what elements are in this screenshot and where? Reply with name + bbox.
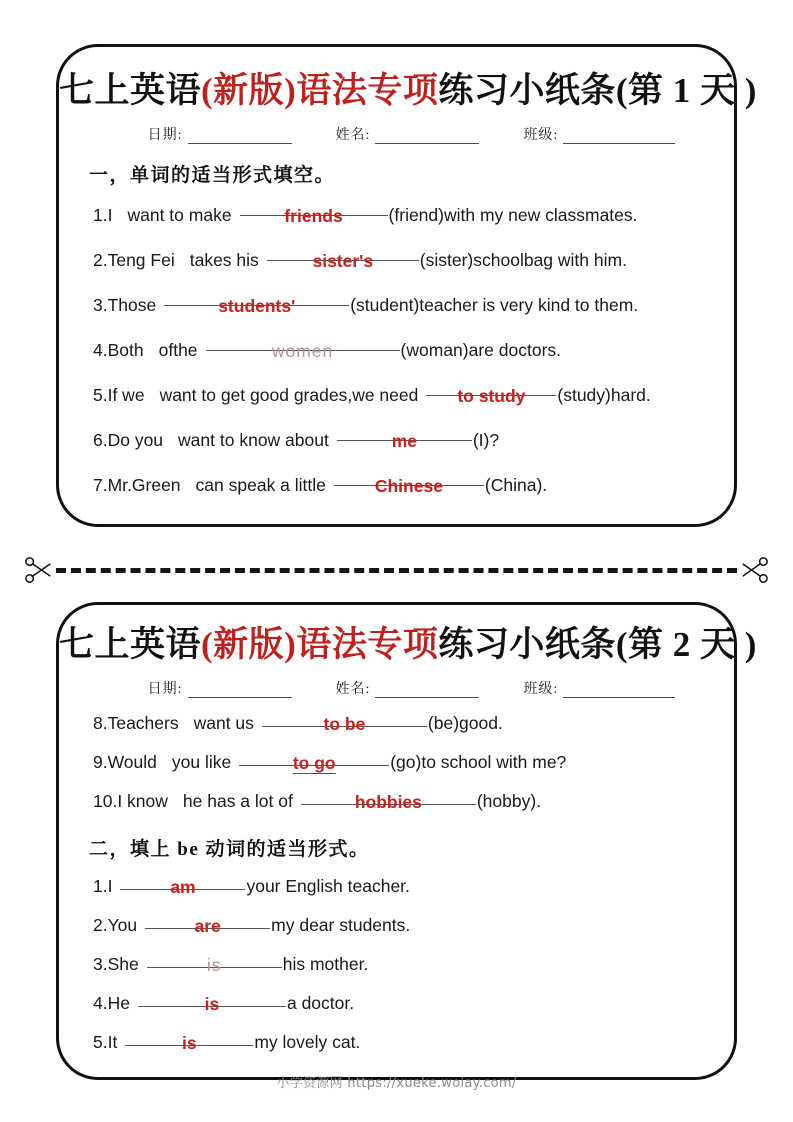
question-number: 5.It <box>93 1032 118 1053</box>
title-accent: (新版)语法专项 <box>201 625 439 664</box>
question-text-before: takes his <box>189 250 259 271</box>
answer-text: students' <box>218 296 296 317</box>
meta-field-name <box>336 124 480 144</box>
question-text-after: (go)to school with me? <box>390 752 567 773</box>
question-number: 7.Mr.Green <box>93 475 181 496</box>
answer-blank[interactable] <box>337 418 472 452</box>
meta-blank-date[interactable] <box>188 130 292 144</box>
question-text-after: my dear students. <box>271 915 411 936</box>
question-number: 2.Teng Fei <box>93 250 175 271</box>
question-text-after: (student)teacher is very kind to them. <box>350 295 639 316</box>
question-row <box>59 463 734 508</box>
question-row <box>59 945 734 984</box>
question-number: 2.You <box>93 915 138 936</box>
question-number: 3.She <box>93 954 139 975</box>
question-row <box>59 418 734 463</box>
question-text-after: (I)? <box>472 430 500 451</box>
answer-text: to be <box>323 714 366 735</box>
answer-text: is <box>204 994 220 1015</box>
question-text-after: your English teacher. <box>246 876 410 897</box>
answer-blank[interactable] <box>262 704 427 735</box>
meta-label-name: 姓名: <box>335 128 371 144</box>
question-text-after: (study)hard. <box>557 385 651 406</box>
question-text-after: (sister)schoolbag with him. <box>419 250 627 271</box>
answer-blank[interactable] <box>267 238 419 272</box>
question-number: 5.If we <box>93 385 145 406</box>
question-row <box>59 984 734 1023</box>
question-text-after: (woman)are doctors. <box>400 340 562 361</box>
meta-field-date <box>148 678 292 698</box>
question-row <box>59 743 734 782</box>
meta-field-class <box>523 678 675 698</box>
question-number: 6.Do you <box>93 430 164 451</box>
answer-text: friends <box>284 206 343 227</box>
meta-label-name: 姓名: <box>335 682 371 698</box>
question-text-before: he has a lot of <box>182 791 293 812</box>
answer-text: me <box>391 431 417 452</box>
meta-label-date: 日期: <box>147 682 183 698</box>
answer-text: hobbies <box>354 792 422 813</box>
scissors-icon <box>739 555 769 585</box>
answer-text: women <box>271 341 334 362</box>
question-row <box>59 193 734 238</box>
meta-row <box>59 678 734 698</box>
answer-text: is <box>206 955 222 976</box>
title-suffix: 练习小纸条(第 2 天 ) <box>438 625 757 664</box>
question-row <box>59 238 734 283</box>
question-row <box>59 906 734 945</box>
worksheet-card-day-2 <box>56 602 757 1080</box>
meta-row <box>59 124 734 144</box>
meta-label-date: 日期: <box>147 128 183 144</box>
question-text-before: you like <box>171 752 232 773</box>
title-accent: (新版)语法专项 <box>201 71 439 110</box>
question-text-before: want to make <box>127 205 232 226</box>
scissors-icon <box>24 555 54 585</box>
meta-label-class: 班级: <box>523 682 559 698</box>
answer-blank[interactable] <box>125 1023 253 1054</box>
answer-blank[interactable] <box>206 328 400 362</box>
answer-text: to go <box>292 753 336 774</box>
answer-text: to study <box>457 386 526 407</box>
meta-blank-name[interactable] <box>375 684 479 698</box>
answer-blank[interactable] <box>145 906 270 937</box>
meta-blank-date[interactable] <box>188 684 292 698</box>
answer-blank[interactable] <box>301 782 476 813</box>
question-row <box>59 867 734 906</box>
question-number: 1.I <box>93 876 113 897</box>
question-text-after: (be)good. <box>427 713 503 734</box>
answer-text: am <box>170 877 196 898</box>
question-text-after: his mother. <box>282 954 369 975</box>
answer-text: sister's <box>312 251 374 272</box>
question-number: 8.Teachers <box>93 713 179 734</box>
meta-blank-class[interactable] <box>563 130 675 144</box>
worksheet-card-day-1 <box>56 44 757 527</box>
question-text-after: (hobby). <box>476 791 542 812</box>
title-prefix: 七上英语 <box>59 71 202 110</box>
question-row <box>59 328 734 373</box>
meta-blank-name[interactable] <box>375 130 479 144</box>
answer-blank[interactable] <box>138 984 286 1015</box>
question-number: 1.I <box>93 205 113 226</box>
question-text-before: want us <box>193 713 254 734</box>
section-heading-two: 二，填上 be 动词的适当形式。 <box>89 839 370 861</box>
answer-blank[interactable] <box>120 867 245 898</box>
answer-blank[interactable] <box>240 193 388 227</box>
section-heading-one: 一，单词的适当形式填空。 <box>89 165 336 187</box>
title-prefix: 七上英语 <box>59 625 202 664</box>
question-text-after: (friend)with my new classmates. <box>388 205 638 226</box>
question-number: 10.I know <box>93 791 168 812</box>
meta-field-date <box>148 124 292 144</box>
question-text-before: want to get good grades,we need <box>159 385 419 406</box>
answer-text: are <box>194 916 221 937</box>
page-title <box>59 71 757 110</box>
meta-label-class: 班级: <box>523 128 559 144</box>
question-row <box>59 283 734 328</box>
cut-line-divider <box>24 552 769 588</box>
meta-blank-class[interactable] <box>563 684 675 698</box>
question-text-after: my lovely cat. <box>254 1032 361 1053</box>
question-row <box>59 1023 734 1062</box>
question-text-before: want to know about <box>178 430 329 451</box>
question-number: 9.Would <box>93 752 157 773</box>
title-suffix: 练习小纸条(第 1 天 ) <box>438 71 757 110</box>
meta-field-name <box>336 678 480 698</box>
answer-blank[interactable] <box>334 463 484 497</box>
question-list-continued <box>59 704 734 821</box>
answer-text: is <box>182 1033 197 1054</box>
answer-blank[interactable] <box>147 945 282 976</box>
answer-blank[interactable] <box>239 743 389 774</box>
meta-field-class <box>523 124 675 144</box>
answer-blank[interactable] <box>426 373 556 407</box>
question-text-before: ofthe <box>158 340 198 361</box>
answer-blank[interactable] <box>164 283 349 317</box>
question-row <box>59 704 734 743</box>
question-text-after: (China). <box>484 475 548 496</box>
question-number: 3.Those <box>93 295 157 316</box>
answer-text: Chinese <box>374 476 443 497</box>
question-list-two <box>59 867 734 1062</box>
question-text-after: a doctor. <box>286 993 355 1014</box>
dashed-cut-line <box>56 568 737 573</box>
question-number: 4.Both <box>93 340 144 361</box>
question-row <box>59 782 734 821</box>
watermark: 小学资源网 https://xueke.woiay.com/ <box>276 1076 517 1091</box>
question-number: 4.He <box>93 993 130 1014</box>
page-title <box>59 625 757 664</box>
question-row <box>59 373 734 418</box>
question-text-before: can speak a little <box>195 475 326 496</box>
question-list-one <box>59 193 734 508</box>
